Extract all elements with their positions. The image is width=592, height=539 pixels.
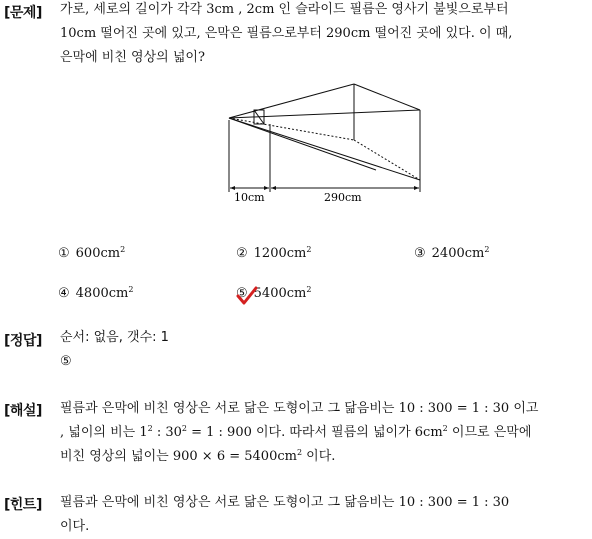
- choice-2-value: 1200cm: [253, 246, 307, 261]
- problem-label: [문제]: [4, 5, 42, 21]
- choice-5-number: ⑤: [236, 286, 248, 301]
- screen-bottom-edge: [354, 140, 420, 180]
- explanation-line-3a: 비친 영상의 넓이는 900 × 6 = 5400cm: [60, 449, 297, 464]
- hint-line-2: 이다.: [60, 519, 90, 534]
- choice-5-exp: 2: [306, 285, 312, 294]
- choice-3-number: ③: [414, 246, 426, 261]
- explanation-line-2d: 이므로 은막에: [447, 425, 532, 440]
- choice-2[interactable]: [236, 246, 311, 261]
- checkmark-icon: [236, 286, 258, 306]
- ray-bottom-back: [229, 118, 354, 140]
- dim-arrow-left: [230, 186, 235, 190]
- dim-arrow-mid-left: [264, 186, 269, 190]
- ray-top-back: [229, 84, 354, 118]
- answer-label: [정답]: [4, 333, 42, 349]
- hint-label: [힌트]: [4, 497, 42, 513]
- ray-bottom-front: [229, 118, 420, 180]
- problem-line-1: 가로, 세로의 길이가 각각 3cm , 2cm 인 슬라이드 필름은 영사기 불빛으로부터: [60, 2, 509, 17]
- explanation-sup-2: 2: [181, 424, 187, 433]
- explanation-text: [60, 397, 588, 469]
- projector-diagram: [226, 80, 426, 204]
- dim-arrow-mid-right: [271, 186, 276, 190]
- choice-5-value: 5400cm: [253, 286, 307, 301]
- explanation-line-2: [60, 421, 588, 445]
- choice-2-number: ②: [236, 246, 248, 261]
- choice-1-value: 600cm: [75, 246, 121, 261]
- problem-text: [60, 0, 588, 70]
- choice-2-exp: 2: [306, 245, 312, 254]
- explanation-line-3: [60, 445, 588, 469]
- explanation-line-1: 필름과 은막에 비친 영상은 서로 닮은 도형이고 그 닮음비는 10 : 300 = 1 : 30 이고: [60, 401, 539, 416]
- choice-4-value: 4800cm: [75, 286, 129, 301]
- explanation-sup-3: 2: [442, 424, 448, 433]
- explanation-line-2a: , 넓이의 비는 1: [60, 425, 148, 440]
- choice-3[interactable]: [414, 246, 489, 261]
- explanation-sup-1: 2: [147, 424, 153, 433]
- choice-4[interactable]: [58, 286, 133, 301]
- dim-label-10cm: 10cm: [234, 191, 265, 204]
- explanation-line-2b: : 30: [152, 425, 182, 440]
- hint-text: [60, 491, 588, 539]
- dim-label-290cm: 290cm: [324, 191, 362, 204]
- answer-text: [60, 326, 588, 374]
- screen-top-edge: [354, 84, 420, 110]
- choice-3-exp: 2: [484, 245, 490, 254]
- choice-1-number: ①: [58, 246, 70, 261]
- dim-arrow-right: [414, 186, 419, 190]
- choice-3-value: 2400cm: [431, 246, 485, 261]
- choice-1-exp: 2: [120, 245, 126, 254]
- explanation-line-2c: = 1 : 900 이다. 따라서 필름의 넓이가 6cm: [186, 425, 443, 440]
- explanation-line-3b: 이다.: [302, 449, 336, 464]
- choice-4-exp: 2: [128, 285, 134, 294]
- explanation-sup-4: 2: [296, 448, 303, 457]
- ray-top-front: [229, 110, 420, 118]
- problem-line-2: 10cm 떨어진 곳에 있고, 은막은 필름으로부터 290cm 떨어진 곳에 있다. 이 때,: [60, 26, 513, 41]
- answer-line-1: 순서: 없음, 갯수: 1: [60, 330, 169, 345]
- problem-line-3: 은막에 비친 영상의 넓이?: [60, 50, 205, 65]
- answer-line-2: ⑤: [60, 354, 72, 369]
- explanation-label: [해설]: [4, 403, 42, 419]
- hint-line-1: 필름과 은막에 비친 영상은 서로 닮은 도형이고 그 닮음비는 10 : 300 = 1 : 30: [60, 495, 510, 510]
- choice-4-number: ④: [58, 286, 70, 301]
- choice-1[interactable]: [58, 246, 125, 261]
